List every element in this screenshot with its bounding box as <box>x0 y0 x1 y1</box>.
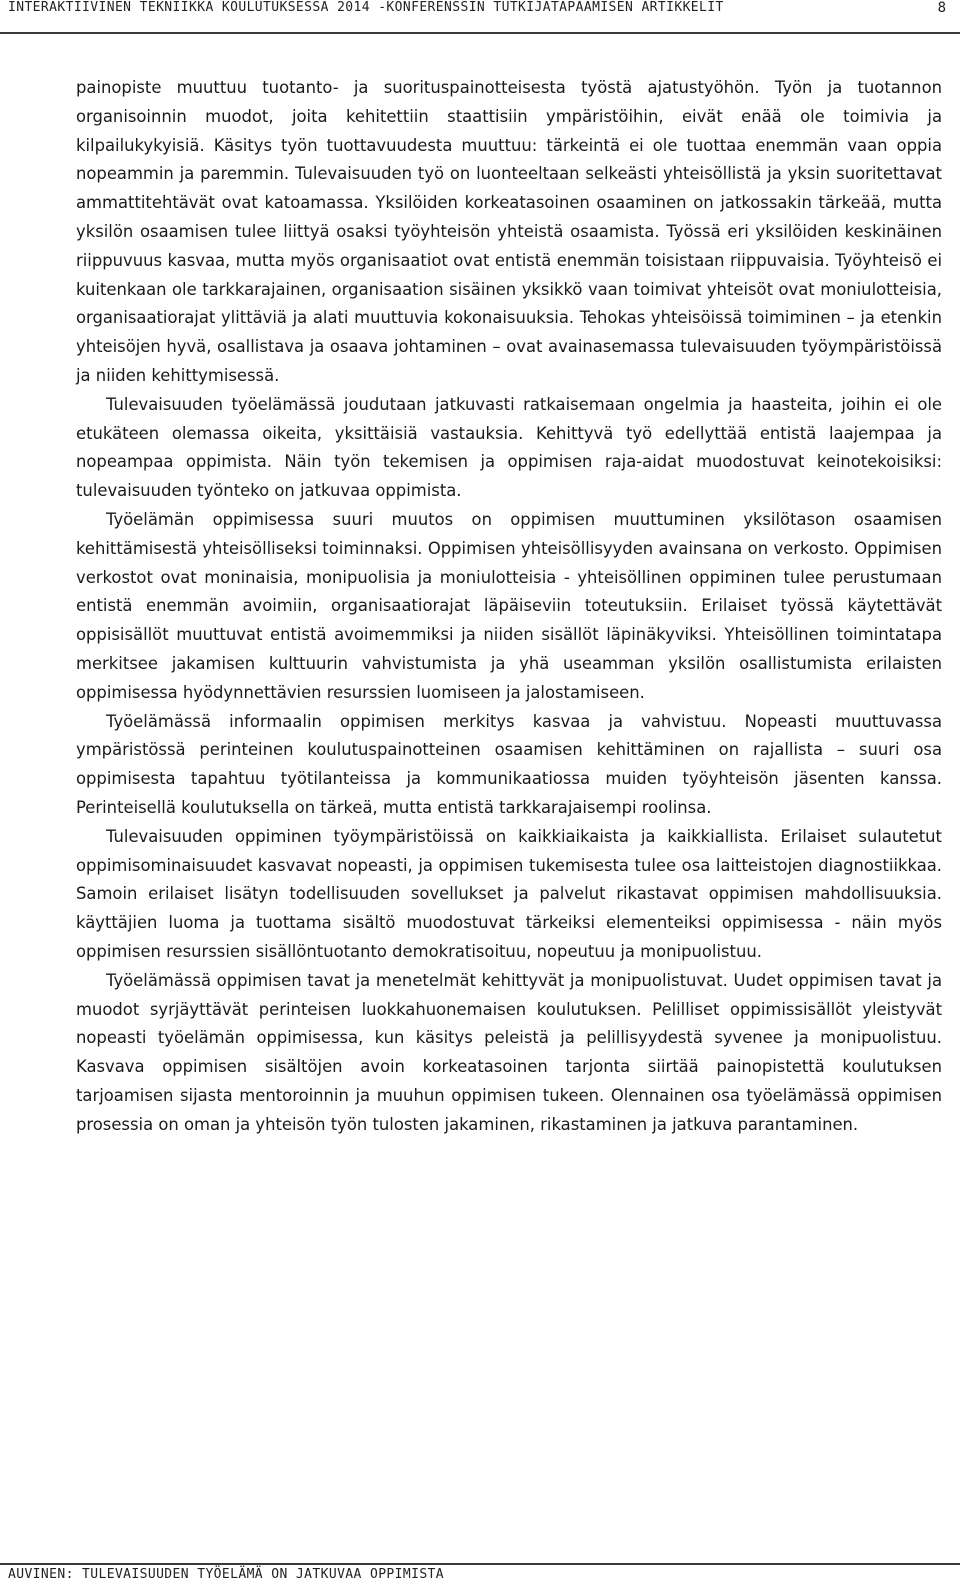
running-footer <box>0 1563 960 1589</box>
running-header <box>0 0 960 34</box>
paragraph: Tulevaisuuden oppiminen työympäristöissä on kaikkiaikaista ja kaikkiallista. Erilaiset sulautetut oppimisominaisuudet kasvavat nopeasti, ja oppimisen tukemisesta tulee osa laitteistojen diagnostiikkaa. Samoin erilaiset lisätyn todellisuuden sovellukset ja palvelut rikastavat oppimisen mahdollisuuksia. käyttäjien luoma ja tuottama sisältö muodostuvat tärkeiksi elementeiksi oppimisessa - näin myös oppimisen resurssien sisällöntuotanto demokratisoituu, nopeutuu ja monipuolistuu. <box>76 826 942 961</box>
header-title: INTERAKTIIVINEN TEKNIIKKA KOULUTUKSESSA 2014 -KONFERENSSIN TUTKIJATAPAAMISEN ARTIKKELIT <box>8 0 724 15</box>
page-number: 8 <box>937 0 946 16</box>
paragraph: Työelämässä oppimisen tavat ja menetelmät kehittyvät ja monipuolistuvat. Uudet oppimisen tavat ja muodot syrjäyttävät perinteisen luokkahuonemaisen koulutuksen. Pelilliset oppimissisällöt yleistyvät nopeasti työelämän oppimisessa, kun käsitys peleistä ja pelillisyydestä syvenee ja monipuolistuu. Kasvava oppimisen sisältöjen avoin korkeatasoinen tarjonta siirtää painopistettä koulutuksen tarjoamisen sijasta mentoroinnin ja muuhun oppimisen tukeen. Olennainen osa työelämässä oppimisen prosessia on oman ja yhteisön työn tulosten jakaminen, rikastaminen ja jatkuva parantaminen. <box>76 970 942 1134</box>
paragraph: Työelämän oppimisessa suuri muutos on oppimisen muuttuminen yksilötason osaamisen kehittämisestä yhteisölliseksi toiminnaksi. Oppimisen yhteisöllisyyden avainsana on verkosto. Oppimisen verkostot ovat moninaisia, monipuolisia ja moniulotteisia - yhteisöllinen oppiminen tulee perustumaan entistä enemmän avoimiin, organisaatiorajat läpäiseviin toteutuksiin. Erilaiset työssä käytettävät oppisisällöt muuttuvat entistä avoimemmiksi ja niiden sisällöt läpinäkyviksi. Yhteisöllinen toimintatapa merkitsee jakamisen kulttuurin vahvistumista ja yhä useamman yksilön osallistumista erilaisten oppimisessa hyödynnettävien resurssien luomiseen ja jalostamiseen. <box>76 509 942 702</box>
article-body <box>76 74 942 1139</box>
paragraph: Tulevaisuuden työelämässä joudutaan jatkuvasti ratkaisemaan ongelmia ja haasteita, joihin ei ole etukäteen olemassa oikeita, yksittäisiä vastauksia. Kehittyvä työ edellyttää entistä laajempaa ja nopeampaa oppimista. Näin työn tekemisen ja oppimisen raja-aidat muodostuvat keinotekoisiksi: tulevaisuuden työnteko on jatkuvaa oppimista. <box>76 394 942 501</box>
paragraph: Työelämässä informaalin oppimisen merkitys kasvaa ja vahvistuu. Nopeasti muuttuvassa ympäristössä perinteinen koulutuspainotteinen osaamisen kehittäminen on rajallista – suuri osa oppimisesta tapahtuu työtilanteissa ja kommunikaatiossa muiden työyhteisön jäsenten kanssa. Perinteisellä koulutuksella on tärkeä, mutta entistä tarkkarajaisempi roolinsa. <box>76 711 942 817</box>
footer-title: AUVINEN: TULEVAISUUDEN TYÖELÄMÄ ON JATKUVAA OPPIMISTA <box>8 1567 445 1582</box>
paragraph: painopiste muuttuu tuotanto- ja suorituspainotteisesta työstä ajatustyöhön. Työn ja tuotannon organisoinnin muodot, joita kehitettiin staattisiin ympäristöihin, eivät enää ole toimivia ja kilpailukykyisiä. Käsitys työn tuottavuudesta muuttuu: tärkeintä ei ole tuottaa enemmän vaan oppia nopeammin ja paremmin. Tulevaisuuden työ on luonteeltaan selkeästi yhteisöllistä ja yksin suoritettavat ammattitehtävät ovat katoamassa. Yksilöiden korkeatasoinen osaaminen on jatkossakin tärkeää, mutta yksilön osaamisen tulee liittyä osaksi työyhteisön yhteistä osaamista. Työssä eri yksilöiden keskinäinen riippuvuus kasvaa, mutta myös organisaatiot ovat entistä enemmän toisistaan riippuvaisia. Työyhteisö ei kuitenkaan ole tarkkarajainen, organisaation sisäinen yksikkö vaan toimivat yhteisöt ovat moniulotteisia, organisaatiorajat ylittäviä ja alati muuttuvia kokonaisuuksia. Tehokas yhteisöissä toimiminen – ja etenkin yhteisöjen hyvä, osallistava ja osaava johtaminen – ovat avainasemassa tulevaisuuden työympäristöissä ja niiden kehittymisessä. <box>76 78 942 385</box>
